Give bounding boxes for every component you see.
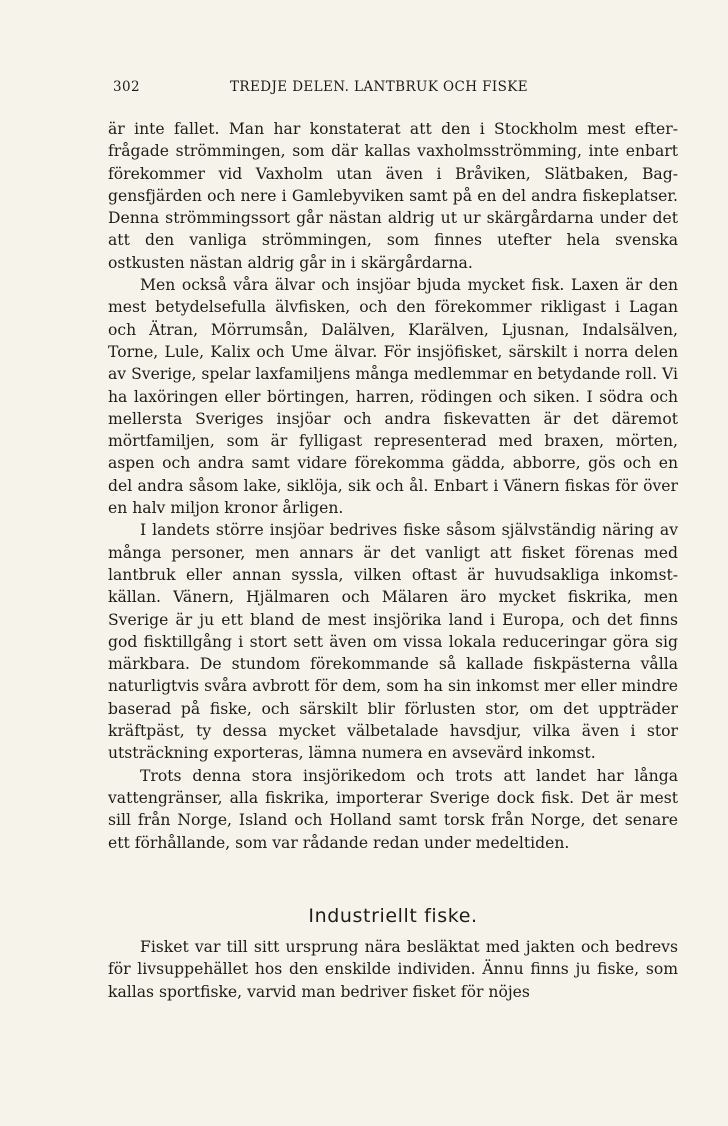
page-header [113,79,673,99]
paragraph: Fisket var till sitt ursprung nära besläktat med jakten och bedrevs för livsuppehället hos den enskilde individen. Ännu finns ju fiske, som kallas sportfiske, varvid man bedriver fisket för nöjes [108,938,678,1001]
paragraph: är inte fallet. Man har konstaterat att den i Stockholm mest efterfrågade strömmingen, som där kallas vaxholmsströmming, inte enbart förekommer vid Vaxholm utan även i Bråviken, Slätbaken, Baggensfjärden och nere i Gamlebyviken samt på en del andra fiskeplatser. Denna strömmingssort går nästan aldrig ut ur skärgårdarna under det att den vanliga strömmingen, som finnes utefter hela svenska ostkusten nästan aldrig går in i skärgårdarna. [108,120,678,272]
section-text [108,936,678,1003]
paragraph: Men också våra älvar och insjöar bjuda mycket fisk. Laxen är den mest betydelsefulla älvfisken, och den förekommer rikligast i Lagan och Ätran, Mörrumsån, Dalälven, Klarälven, Ljusnan, Indalsälven, Torne, Lule, Kalix och Ume älvar. För insjöfisket, särskilt i norra delen av Sverige, spelar laxfamiljens många medlemmar en betydande roll. Vi ha laxöringen eller börtingen, harren, rödingen och siken. I södra och mellersta Sveriges insjöar och andra fiskevatten är det däremot mörtfamiljen, som är fylligast representerad med braxen, mörten, aspen och andra samt vidare förekomma gädda, abborre, gös och en del andra såsom lake, siklöja, sik och ål. Enbart i Vänern fiskas för över en halv miljon kronor årligen. [108,276,678,518]
running-title: TREDJE DELEN. LANTBRUK OCH FISKE [230,79,528,95]
section-heading: Industriellt fiske. [308,905,478,927]
main-text [108,118,678,854]
paragraph: Trots denna stora insjörikedom och trots att landet har långa vattengränser, alla fiskrika, importerar Sverige dock fisk. Det är mest sill från Norge, Island och Holland samt torsk från Norge, det senare ett förhållande, som var rådande redan under medeltiden. [108,766,678,852]
paragraph: I landets större insjöar bedrives fiske såsom självständig näring av många personer, men annars är det vanligt att fisket förenas med lantbruk eller annan syssla, vilken oftast är huvudsakliga inkomstkällan. Vänern, Hjälmaren och Mälaren äro mycket fiskrika, men Sverige är ju ett bland de mest insjörika land i Europa, och det finns god fisktillgång i stort sett även om vissa lokala reduceringar göra sig märkbara. De stundom förekommande så kallade fiskpästerna vålla naturligtvis svåra avbrott för dem, som ha sin inkomst mer eller mindre baserad på fiske, och särskilt blir förlusten stor, om det uppträder kräftpäst, ty dessa mycket välbetalade havsdjur, vilka även i stor utsträckning exporteras, lämna numera en avsevärd inkomst. [108,521,678,763]
page-number: 302 [113,79,140,95]
